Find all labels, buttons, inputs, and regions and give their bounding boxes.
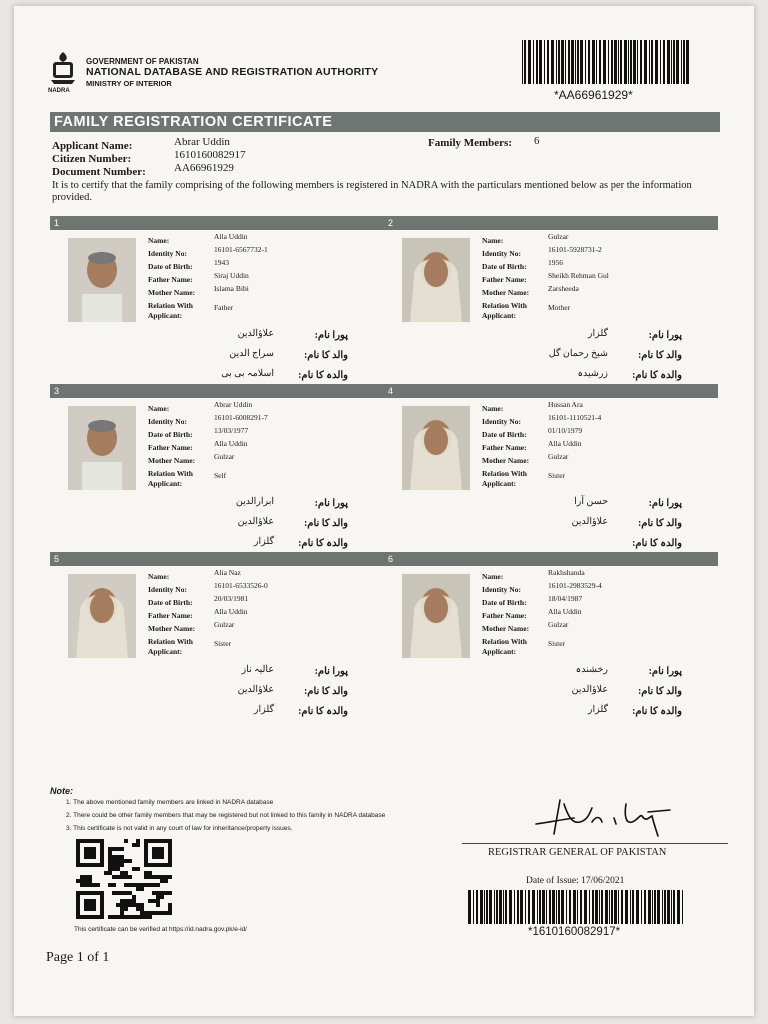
urdu-father-label: والد کا نام: [637,686,682,697]
urdu-father: علاؤالدین [571,517,608,527]
name-label: Name: [482,404,504,413]
dob-label: Date of Birth: [482,430,527,439]
relation-label: Relation With [148,469,193,478]
member-name: Hussan Ara [548,400,583,409]
urdu-mother-label: والدہ کا نام: [632,370,682,381]
member-labels [482,234,529,321]
name-label: Name: [148,572,170,581]
member-photo [68,406,136,490]
relation-label: Relation With [482,469,527,478]
identity-label: Identity No: [482,249,521,258]
relation-label: Relation With [482,637,527,646]
nadra-emblem-icon [50,50,76,86]
authority-line: NATIONAL DATABASE AND REGISTRATION AUTHORITY [86,66,379,78]
urdu-mother: گلزار [253,537,274,547]
father-label: Father Name: [482,611,527,620]
notes-title: Note: [50,786,73,796]
member-father: Alla Uddin [548,439,582,448]
relation-label-2: Applicant: [482,311,517,320]
member-card [384,552,718,716]
relation-label-2: Applicant: [148,479,183,488]
urdu-father: علاؤالدین [571,685,608,695]
member-card-number: 2 [384,216,718,230]
member-labels [148,570,195,657]
member-photo [402,406,470,490]
urdu-mother-label: والدہ کا نام: [298,538,348,549]
identity-label: Identity No: [482,585,521,594]
dob-label: Date of Birth: [482,598,527,607]
identity-label: Identity No: [148,585,187,594]
relation-label-2: Applicant: [482,647,517,656]
member-identity: 16101-6008291-7 [214,413,268,422]
urdu-mother-label: والدہ کا نام: [632,706,682,717]
member-mother: Gulzar [214,452,235,461]
father-label: Father Name: [482,275,527,284]
father-label: Father Name: [148,611,193,620]
relation-label: Relation With [482,301,527,310]
member-name: Alla Uddin [214,232,248,241]
member-relation: Self [214,471,227,480]
urdu-name-label: پورا نام: [314,498,348,509]
member-values [548,230,609,314]
notes-section [50,786,385,835]
verify-url-text: This certificate can be verified at https://id.nadra.gov.pk/e-id/ [74,926,247,933]
registrar-title: REGISTRAR GENERAL OF PAKISTAN [488,847,667,858]
identity-label: Identity No: [482,417,521,426]
urdu-father-label: والد کا نام: [637,350,682,361]
qr-code-icon [76,838,172,920]
urdu-name: عالیہ ناز [241,665,274,675]
dob-label: Date of Birth: [148,262,193,271]
relation-label-2: Applicant: [482,479,517,488]
member-mother: Islama Bibi [214,284,249,293]
mother-label: Mother Name: [148,288,196,297]
mother-label: Mother Name: [482,288,530,297]
member-labels [482,570,529,657]
member-values [214,230,268,314]
relation-label-2: Applicant: [148,647,183,656]
applicant-name: Abrar Uddin [174,136,230,148]
member-values [214,566,268,650]
member-photo [402,574,470,658]
member-mother: Gulzar [214,620,235,629]
member-dob: 1956 [548,258,563,267]
relation-label: Relation With [148,637,193,646]
name-label: Name: [148,404,170,413]
member-identity: 16101-6533526-0 [214,581,268,590]
member-photo [68,238,136,322]
urdu-mother: اسلامہ بی بی [221,369,274,379]
gov-line: GOVERNMENT OF PAKISTAN [86,57,199,66]
family-members-count: 6 [534,135,540,147]
urdu-name: علاؤالدین [237,329,274,339]
member-labels [148,402,195,489]
member-dob: 01/10/1979 [548,426,583,435]
document-barcode [522,40,690,84]
father-label: Father Name: [148,443,193,452]
family-members-label: Family Members: [428,137,512,149]
member-photo [68,574,136,658]
mother-label: Mother Name: [482,456,530,465]
member-identity: 16101-1110521-4 [548,413,602,422]
member-dob: 18/04/1987 [548,594,583,603]
urdu-father: شیخ رحمان گل [548,349,608,359]
member-relation: Sister [548,471,566,480]
member-card [50,216,384,380]
member-father: Alla Uddin [548,607,582,616]
note-item: 2. There could be other family members that may be registered but not linked to this family in NADRA database [66,812,386,819]
relation-label: Relation With [148,301,193,310]
document-number: AA66961929 [174,162,234,174]
nadra-tag: NADRA [48,88,70,94]
member-card [50,384,384,548]
member-card-number: 1 [50,216,384,230]
date-of-issue: Date of Issue: 17/06/2021 [526,876,625,886]
urdu-name: حسن آرا [574,497,608,507]
citizen-number: 1610160082917 [174,149,246,161]
urdu-father-label: والد کا نام: [637,518,682,529]
urdu-mother-label: والدہ کا نام: [298,706,348,717]
member-labels [482,402,529,489]
urdu-name-label: پورا نام: [314,666,348,677]
citizen-barcode [468,890,690,924]
member-values [548,566,602,650]
citizen-number-label: Citizen Number: [52,153,132,165]
member-relation: Mother [548,303,571,312]
member-mother: Zarsheeda [548,284,579,293]
member-mother: Gulzar [548,452,569,461]
member-card [384,384,718,548]
member-identity: 16101-6567732-1 [214,245,268,254]
urdu-father-label: والد کا نام: [303,518,348,529]
certificate-page [14,6,754,1016]
urdu-mother: زرشیدہ [577,369,608,379]
page-number: Page 1 of 1 [46,950,110,965]
document-number-label: Document Number: [52,166,146,178]
urdu-mother: گلزار [587,705,608,715]
urdu-mother: گلزار [253,705,274,715]
member-father: Siraj Uddin [214,271,249,280]
ministry-line: MINISTRY OF INTERIOR [86,79,172,88]
urdu-mother-label: والدہ کا نام: [632,538,682,549]
member-father: Alla Uddin [214,607,248,616]
urdu-name: رخشندہ [575,665,608,675]
member-photo [402,238,470,322]
urdu-name-label: پورا نام: [648,666,682,677]
note-item: 3. This certificate is not valid in any court of law for inheritance/property issues. [66,825,293,832]
member-father: Alla Uddin [214,439,248,448]
name-label: Name: [482,572,504,581]
member-values [214,398,268,482]
urdu-father: علاؤالدین [237,517,274,527]
member-name: Alia Naz [214,568,241,577]
name-label: Name: [148,236,170,245]
member-dob: 20/03/1981 [214,594,249,603]
member-identity: 16101-2983529-4 [548,581,602,590]
member-card [50,552,384,716]
member-name: Rakhshanda [548,568,585,577]
urdu-name-label: پورا نام: [648,330,682,341]
member-card-number: 3 [50,384,384,398]
dob-label: Date of Birth: [148,430,193,439]
member-identity: 16101-5928731-2 [548,245,602,254]
page-title: FAMILY REGISTRATION CERTIFICATE [50,112,720,132]
mother-label: Mother Name: [148,456,196,465]
urdu-father: علاؤالدین [237,685,274,695]
member-name: Gulzar [548,232,569,241]
relation-label-2: Applicant: [148,311,183,320]
applicant-name-label: Applicant Name: [52,140,133,152]
father-label: Father Name: [482,443,527,452]
dob-label: Date of Birth: [148,598,193,607]
member-mother: Gulzar [548,620,569,629]
member-relation: Father [214,303,234,312]
member-card-number: 5 [50,552,384,566]
document-barcode-text: *AA66961929* [554,88,633,102]
member-card-number: 4 [384,384,718,398]
urdu-father: سراج الدین [229,349,274,359]
registrar-signature [530,794,680,840]
member-relation: Sister [214,639,232,648]
urdu-mother-label: والدہ کا نام: [298,370,348,381]
citizen-barcode-text: *1610160082917* [528,926,621,938]
urdu-name: گلزار [587,329,608,339]
identity-label: Identity No: [148,417,187,426]
name-label: Name: [482,236,504,245]
member-name: Abrar Uddin [214,400,253,409]
urdu-father-label: والد کا نام: [303,686,348,697]
member-card-number: 6 [384,552,718,566]
member-card [384,216,718,380]
dob-label: Date of Birth: [482,262,527,271]
urdu-name: ابرارالدین [235,497,274,507]
member-father: Sheikh Rehman Gul [548,271,609,280]
father-label: Father Name: [148,275,193,284]
mother-label: Mother Name: [482,624,530,633]
mother-label: Mother Name: [148,624,196,633]
member-dob: 13/03/1977 [214,426,249,435]
urdu-name-label: پورا نام: [648,498,682,509]
org-lines [86,56,378,89]
member-values [548,398,601,482]
note-item: 1. The above mentioned family members are linked in NADRA database [66,799,274,806]
urdu-father-label: والد کا نام: [303,350,348,361]
member-dob: 1943 [214,258,229,267]
certification-statement: It is to certify that the family comprising of the following members is registered in NADRA with the particulars mentioned below as per the information provided. [52,180,692,203]
signature-line [462,843,728,844]
identity-label: Identity No: [148,249,187,258]
member-relation: Sister [548,639,566,648]
urdu-name-label: پورا نام: [314,330,348,341]
member-labels [148,234,195,321]
